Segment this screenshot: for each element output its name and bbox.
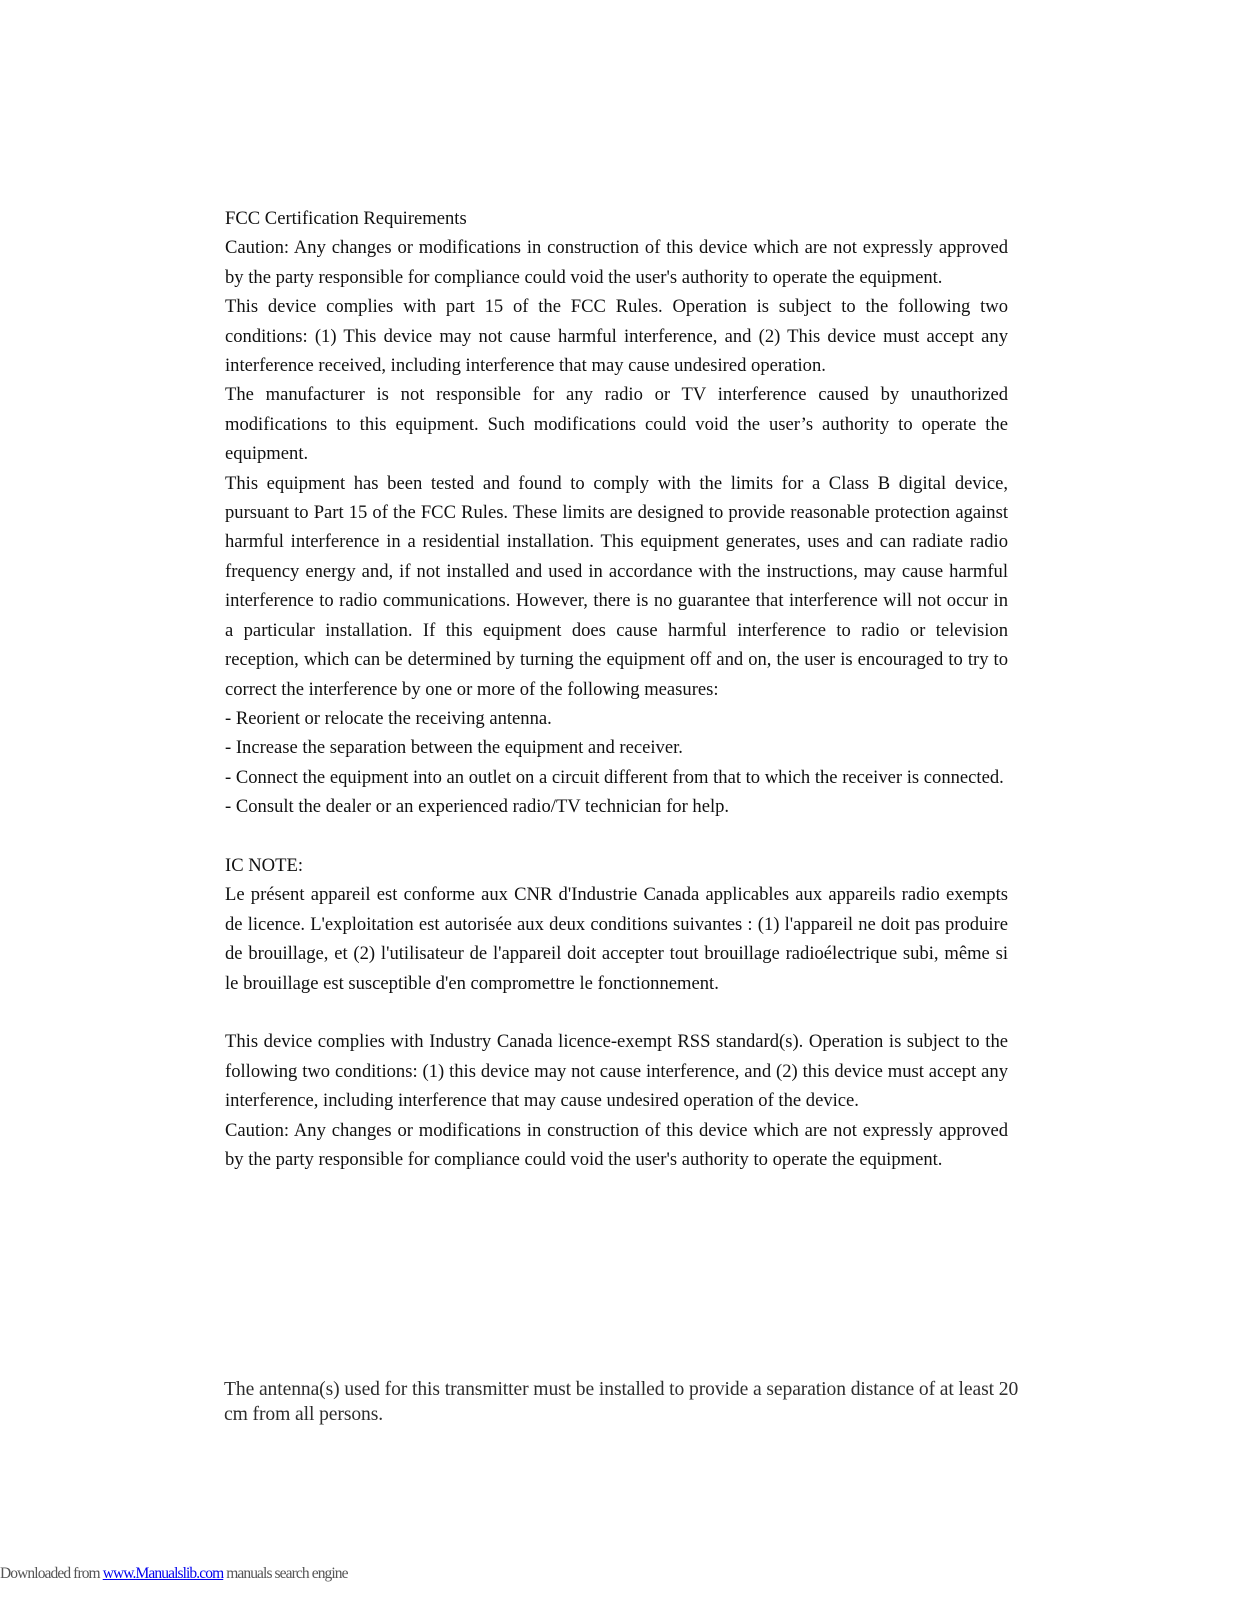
manualslib-link[interactable]: www.Manualslib.com	[102, 1565, 224, 1582]
document-body	[225, 204, 1008, 1174]
download-footer	[0, 1565, 348, 1583]
ic-heading: IC NOTE:	[225, 854, 303, 876]
footer-prefix: Downloaded from	[0, 1565, 103, 1582]
part15-paragraph: This device complies with part 15 of the FCC Rules. Operation is subject to the following two conditions: (1) This device may not cause harmful interference, and (2) This device must accept any interference received, including interference that may cause undesired operation.	[225, 296, 1008, 377]
fcc-caution-paragraph: Caution: Any changes or modifications in construction of this device which are not expressly approved by the party responsible for compliance could void the user's authority to operate the equipment.	[225, 237, 1008, 288]
ic-english-paragraph: This device complies with Industry Canada licence-exempt RSS standard(s). Operation is subject to the following two conditions: (1) this device may not cause interference, and (2) this device must accept any interference, including interference that may cause undesired operation of the device.	[225, 1031, 1008, 1112]
measure-item: - Reorient or relocate the receiving antenna.	[225, 707, 552, 729]
antenna-note: The antenna(s) used for this transmitter must be installed to provide a separation distance of at least 20 cm from all persons.	[224, 1378, 1019, 1425]
spacer	[225, 822, 1008, 851]
manufacturer-paragraph: The manufacturer is not responsible for any radio or TV interference caused by unauthorized modifications to this equipment. Such modifications could void the user’s authority to operate the equipment.	[225, 384, 1008, 465]
ic-french-paragraph: Le présent appareil est conforme aux CNR d'Industrie Canada applicables aux appareils radio exempts de licence. L'exploitation est autorisée aux deux conditions suivantes : (1) l'appareil ne doit pas produire de brouillage, et (2) l'utilisateur de l'appareil doit accepter tout brouillage radioélectrique subi, même si le brouillage est susceptible d'en compromettre le fonctionnement.	[225, 884, 1008, 994]
footer-suffix: manuals search engine	[223, 1565, 348, 1582]
spacer	[225, 998, 1008, 1027]
document-title: FCC Certification Requirements	[225, 208, 467, 229]
measure-item: - Increase the separation between the equipment and receiver.	[225, 737, 683, 759]
measure-item: - Consult the dealer or an experienced radio/TV technician for help.	[225, 796, 730, 818]
ic-caution-paragraph: Caution: Any changes or modifications in construction of this device which are not expressly approved by the party responsible for compliance could void the user's authority to operate the equipment.	[225, 1119, 1008, 1170]
classb-paragraph: This equipment has been tested and found to comply with the limits for a Class B digital device, pursuant to Part 15 of the FCC Rules. These limits are designed to provide reasonable protection against harmful interference in a residential installation. This equipment generates, uses and can radiate radio frequency energy and, if not installed and used in accordance with the instructions, may cause harmful interference to radio communications. However, there is no guarantee that interference will not occur in a particular installation. If this equipment does cause harmful interference to radio or television reception, which can be determined by turning the equipment off and on, the user is encouraged to try to correct the interference by one or more of the following measures:	[225, 472, 1008, 700]
measure-item: - Connect the equipment into an outlet on a circuit different from that to which the receiver is connected.	[225, 766, 1004, 788]
